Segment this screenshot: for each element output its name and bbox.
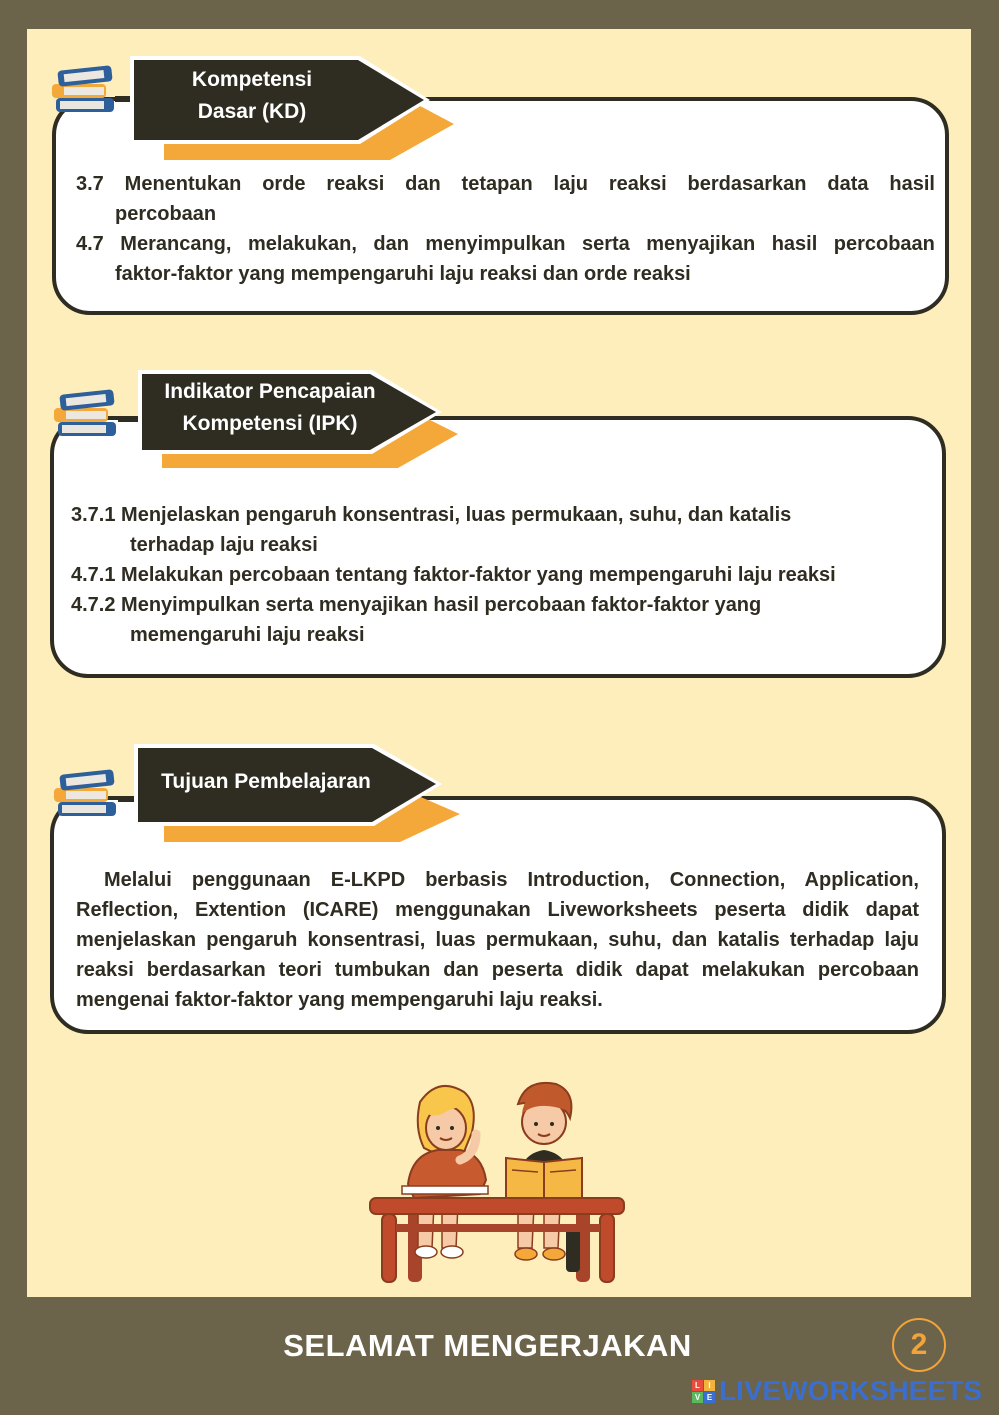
word: reaksi (608, 173, 667, 195)
footer-title: SELAMAT MENGERJAKAN (283, 1328, 692, 1363)
word: berdasarkan (687, 173, 807, 195)
item-number: 3.7 (76, 173, 104, 195)
ipk-item-1-line2: terhadap laju reaksi (130, 534, 318, 556)
tujuan-title: Tujuan Pembelajaran (161, 770, 371, 793)
logo-letter: L (692, 1380, 703, 1391)
kd-item-1-line2: percobaan (115, 203, 217, 225)
word: orde (262, 173, 306, 195)
ipk-item-3-line1: 4.7.2 Menyimpulkan serta menyajikan hasil percobaan faktor-faktor yang (71, 594, 762, 616)
word: data (827, 173, 869, 195)
page-number: 2 (892, 1318, 946, 1372)
liveworksheets-logo-text: LIVEWORKSHEETS (719, 1375, 982, 1406)
books-icon (50, 60, 120, 118)
kd-item-2-line2: faktor-faktor yang mempengaruhi laju reaksi dan orde reaksi (115, 263, 691, 285)
word: Menentukan (124, 173, 242, 195)
word: serta (581, 233, 630, 255)
kd-item-1-line1 (76, 169, 935, 199)
ipk-title (140, 376, 400, 440)
kd-item-2-line1 (76, 229, 935, 259)
books-icon (52, 384, 122, 442)
ipk-title-line2: Kompetensi (IPK) (182, 412, 358, 435)
ipk-item-1-line1: 3.7.1 Menjelaskan pengaruh konsentrasi, luas permukaan, suhu, dan katalis (71, 504, 792, 526)
word: reaksi (326, 173, 385, 195)
liveworksheets-logo-icon (692, 1380, 715, 1403)
item-number: 4.7 (76, 233, 104, 255)
word: dan (373, 233, 409, 255)
word: laju (553, 173, 588, 195)
logo-letter: I (704, 1380, 715, 1391)
word: dan (405, 173, 441, 195)
ipk-title-line1: Indikator Pencapaian (164, 380, 376, 403)
kd-content (76, 169, 935, 289)
tujuan-paragraph: Melalui penggunaan E-LKPD berbasis Introduction, Connection, Application, Reflection, Extention (ICARE) menggunakan Liveworksheets peserta didik dapat menjelaskan pengaruh konsentrasi, luas permukaan, suhu, dan katalis terhadap laju reaksi berdasarkan teori tumbukan dan peserta didik dapat melakukan percobaan mengenai faktor-faktor yang mempengaruhi laju reaksi. (76, 869, 919, 1011)
liveworksheets-logo[interactable] (692, 1376, 982, 1406)
word: Merancang, (120, 233, 232, 255)
kids-reading-illustration (368, 1076, 630, 1286)
kd-title-line2: Dasar (KD) (197, 100, 307, 123)
word: hasil (889, 173, 935, 195)
ipk-item-2-line1: 4.7.1 Melakukan percobaan tentang faktor-faktor yang mempengaruhi laju reaksi (71, 564, 836, 586)
word: menyimpulkan (425, 233, 566, 255)
word: tetapan (461, 173, 533, 195)
word: menyajikan (646, 233, 756, 255)
ipk-content (71, 500, 931, 650)
kd-title (134, 64, 370, 128)
logo-letter: V (692, 1392, 703, 1403)
books-icon (52, 764, 122, 822)
word: percobaan (833, 233, 935, 255)
logo-letter: E (704, 1392, 715, 1403)
ipk-item-3-line2: memengaruhi laju reaksi (130, 624, 365, 646)
kd-title-line1: Kompetensi (191, 68, 313, 91)
word: melakukan, (247, 233, 357, 255)
word: hasil (771, 233, 818, 255)
